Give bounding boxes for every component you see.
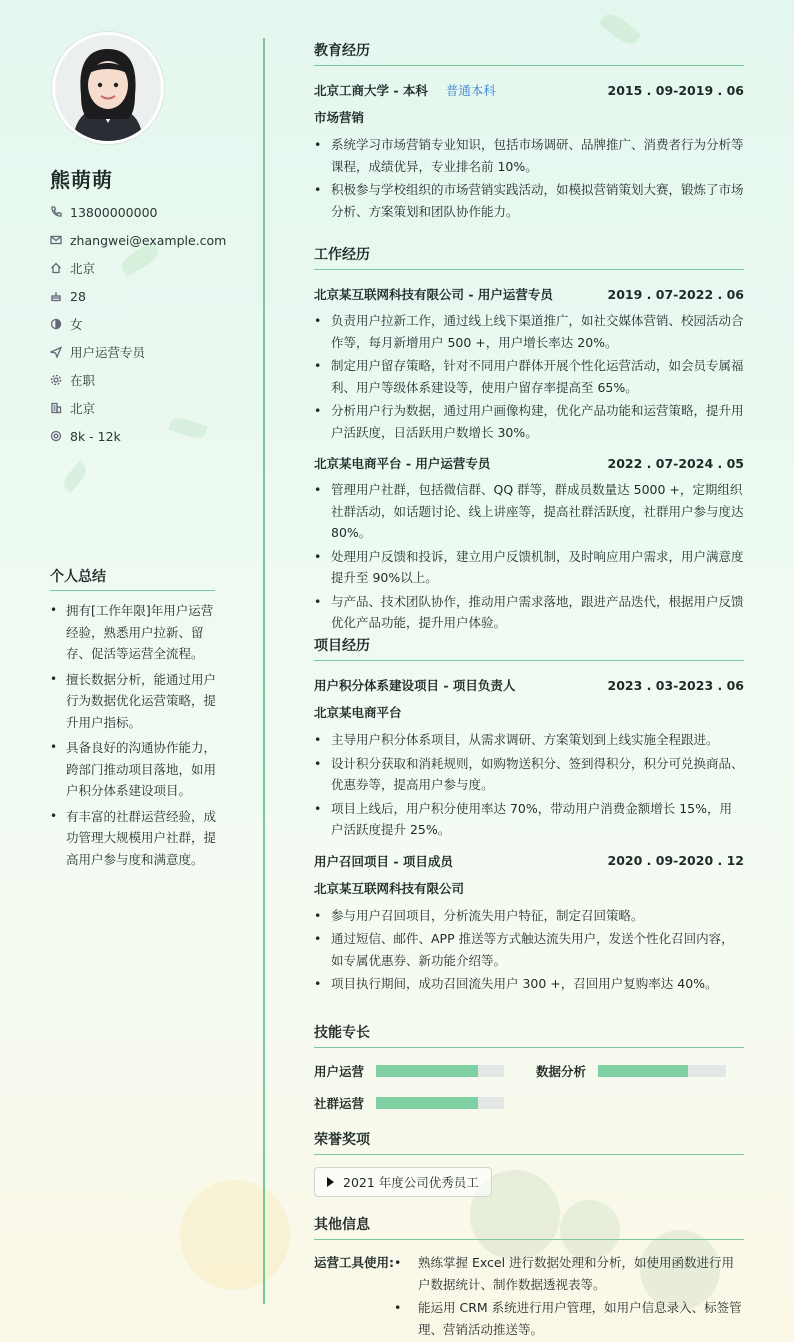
award-tag <box>314 1167 492 1197</box>
phone-row <box>50 198 260 226</box>
list-item: • 积极参与学校组织的市场营销实践活动，如模拟营销策划大赛，锻炼了市场分析、方案策划和团队协作能力。 <box>314 179 744 222</box>
job-date: 2019 . 07-2022 . 06 <box>607 286 744 302</box>
list-item: • 分析用户行为数据，通过用户画像构建，优化产品功能和运营策略，提升用户活跃度，日活跃用户数增长 30%。 <box>314 400 744 443</box>
job-list <box>314 479 744 634</box>
status-text: 在职 <box>70 373 96 388</box>
skill-item <box>536 1062 726 1080</box>
job-title: 北京某互联网科技有限公司 - 用户运营专员 <box>314 287 553 302</box>
project-name: 用户召回项目 - 项目成员 <box>314 853 453 869</box>
list-item: • 项目执行期间，成功召回流失用户 300 +，召回用户复购率达 40%。 <box>314 973 744 995</box>
education-title: 教育经历 <box>314 40 744 66</box>
summary-list <box>50 600 218 874</box>
other-title: 其他信息 <box>314 1214 744 1240</box>
job-head <box>314 453 744 473</box>
candidate-name: 熊萌萌 <box>50 168 113 192</box>
other-list <box>394 1252 744 1342</box>
project-head <box>314 851 744 871</box>
job-head <box>314 284 744 304</box>
skill-fill <box>376 1065 478 1077</box>
education-date: 2015 . 09-2019 . 06 <box>607 82 744 98</box>
age-text: 28 <box>70 288 86 304</box>
list-item: • 管理用户社群，包括微信群、QQ 群等，群成员数量达 5000 +，定期组织社群活动，如话题讨论、线上讲座等，提高社群活跃度，社群用户参与度达 80%。 <box>314 479 744 544</box>
work-city-row <box>50 394 260 422</box>
column-divider <box>263 38 265 1304</box>
award-text: 2021 年度公司优秀员工 <box>343 1175 479 1190</box>
skill-name: 社群运营 <box>314 1096 365 1111</box>
skill-fill <box>376 1097 478 1109</box>
salary-text: 8k - 12k <box>70 428 121 444</box>
list-item: • 通过短信、邮件、APP 推送等方式触达流失用户，发送个性化召回内容，如专属优惠券、新功能介绍等。 <box>314 928 744 971</box>
list-item: • 熟练掌握 Excel 进行数据处理和分析，如使用函数进行用户数据统计、制作数据透视表等。 <box>394 1252 744 1295</box>
job-date: 2022 . 07-2024 . 05 <box>607 455 744 471</box>
work-city-text: 北京 <box>70 401 96 416</box>
gender-row <box>50 310 260 338</box>
building-icon <box>50 402 62 414</box>
major: 市场营销 <box>314 110 365 125</box>
phone-text: 13800000000 <box>70 204 158 220</box>
list-item: • 设计积分获取和消耗规则，如购物送积分、签到得积分，积分可兑换商品、优惠券等，提高用户参与度。 <box>314 753 744 796</box>
job-title: 北京某电商平台 - 用户运营专员 <box>314 456 491 471</box>
send-icon <box>50 346 62 358</box>
project-org: 北京某电商平台 <box>314 705 402 720</box>
project-date: 2023 . 03-2023 . 06 <box>607 677 744 693</box>
skill-item <box>314 1062 504 1080</box>
skill-fill <box>598 1065 688 1077</box>
list-item: • 处理用户反馈和投诉，建立用户反馈机制，及时响应用户需求，用户满意度提升至 90%以上。 <box>314 546 744 589</box>
avatar <box>52 32 164 144</box>
project-list <box>314 905 744 995</box>
project-list <box>314 729 744 841</box>
skill-item <box>314 1094 504 1112</box>
gender-text: 女 <box>70 317 83 332</box>
project-date: 2020 . 09-2020 . 12 <box>607 853 744 868</box>
coin-icon <box>50 430 62 442</box>
phone-icon <box>50 206 62 218</box>
skill-name: 数据分析 <box>536 1064 587 1079</box>
mail-icon <box>50 234 62 246</box>
skills-section <box>314 1022 744 1132</box>
cake-icon <box>50 290 62 302</box>
list-item: • 项目上线后，用户积分使用率达 70%，带动用户消费金额增长 15%，用户活跃度提升 25%。 <box>314 798 744 841</box>
age-row <box>50 282 260 310</box>
education-section <box>314 40 744 224</box>
other-row <box>314 1252 744 1342</box>
project-org: 北京某互联网科技有限公司 <box>314 880 465 896</box>
list-item: • 主导用户积分体系项目，从需求调研、方案策划到上线实施全程跟进。 <box>314 729 744 751</box>
other-section <box>314 1214 744 1342</box>
gear-icon <box>50 374 62 386</box>
education-head <box>314 80 744 100</box>
work-section <box>314 244 744 636</box>
list-item: • 负责用户拉新工作，通过线上线下渠道推广，如社交媒体营销、校园活动合作等，每月新增用户 500 +，用户增长率达 20%。 <box>314 310 744 353</box>
degree-type: 普通本科 <box>445 83 496 98</box>
other-label: 运营工具使用: <box>314 1255 394 1270</box>
project-section <box>314 635 744 997</box>
skill-bar <box>376 1097 504 1109</box>
position-text: 用户运营专员 <box>70 345 146 360</box>
project-head <box>314 675 744 695</box>
list-item: • 有丰富的社群运营经验，成功管理大规模用户社群，提高用户参与度和满意度。 <box>50 806 218 871</box>
list-item: • 系统学习市场营销专业知识，包括市场调研、品牌推广、消费者行为分析等课程，成绩优异，专业排名前 10%。 <box>314 134 744 177</box>
email-text: zhangwei@example.com <box>70 232 227 248</box>
summary-title: 个人总结 <box>50 566 215 591</box>
awards-section <box>314 1129 744 1197</box>
project-name: 用户积分体系建设项目 - 项目负责人 <box>314 678 516 693</box>
list-item: • 拥有[工作年限]年用户运营经验，熟悉用户拉新、留存、促活等运营全流程。 <box>50 600 218 665</box>
list-item: • 与产品、技术团队协作，推动用户需求落地，跟进产品迭代，根据用户反馈优化产品功能，提升用户体验。 <box>314 591 744 634</box>
city-row <box>50 254 260 282</box>
city-text: 北京 <box>70 261 96 276</box>
project-title: 项目经历 <box>314 635 744 661</box>
list-item: • 能运用 CRM 系统进行用户管理，如用户信息录入、标签管理、营销活动推送等。 <box>394 1297 744 1340</box>
list-item: • 参与用户召回项目，分析流失用户特征，制定召回策略。 <box>314 905 744 927</box>
home-icon <box>50 262 62 274</box>
status-row <box>50 366 260 394</box>
awards-title: 荣誉奖项 <box>314 1129 744 1155</box>
contact-info <box>50 198 260 450</box>
school-name: 北京工商大学 - 本科 <box>314 83 428 98</box>
position-row <box>50 338 260 366</box>
skills-grid <box>314 1062 744 1132</box>
work-title: 工作经历 <box>314 244 744 270</box>
skill-bar <box>598 1065 726 1077</box>
skill-name: 用户运营 <box>314 1064 365 1079</box>
salary-row <box>50 422 260 450</box>
play-icon <box>327 1177 334 1187</box>
job-list <box>314 310 744 443</box>
email-row <box>50 226 260 254</box>
education-list <box>314 134 744 222</box>
list-item: • 制定用户留存策略，针对不同用户群体开展个性化运营活动，如会员专属福利、用户等级体系建设等，使用户留存率提高至 65%。 <box>314 355 744 398</box>
skill-bar <box>376 1065 504 1077</box>
list-item: • 擅长数据分析，能通过用户行为数据优化运营策略，提升用户指标。 <box>50 669 218 734</box>
skills-title: 技能专长 <box>314 1022 744 1048</box>
gender-icon <box>50 318 62 330</box>
sidebar <box>0 0 264 1342</box>
list-item: • 具备良好的沟通协作能力，跨部门推动项目落地，如用户积分体系建设项目。 <box>50 737 218 802</box>
